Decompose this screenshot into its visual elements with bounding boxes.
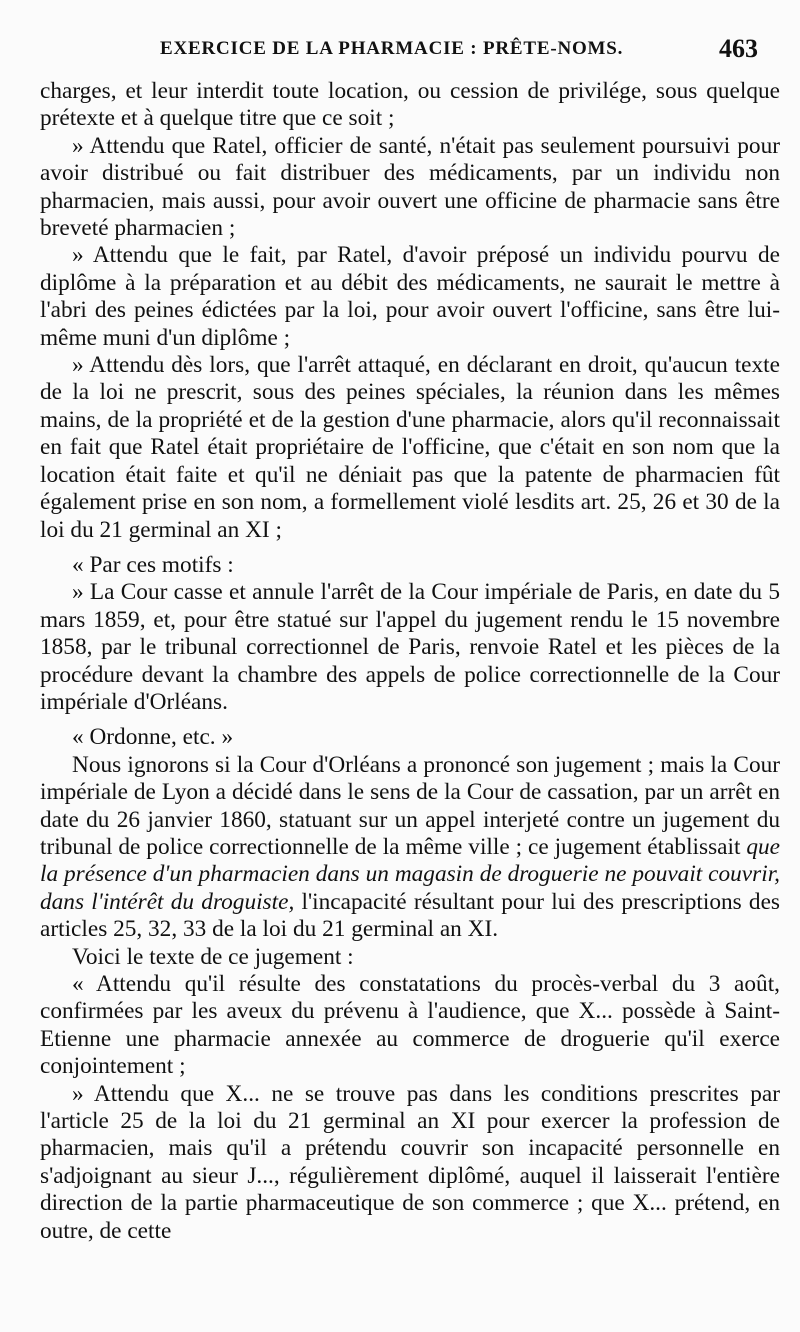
paragraph-4: » Attendu dès lors, que l'arrêt attaqué, en déclarant en droit, qu'aucun texte de la loi ne prescrit, sous des peines spéciales, la réunion dans les mêmes mains, de la propriété et de la gestion d'une pharmacie, alors qu'il reconnaissait en fait que Ratel était propriétaire de l'officine, que c'était en son nom que la location était faite et qu'il ne déniait pas que la patente de pharmacien fût également prise en son nom, a formellement violé lesdits art. 25, 26 et 30 de la loi du 21 germinal an XI ; xyxy=(40,352,780,543)
paragraph-5: « Par ces motifs : xyxy=(72,551,234,578)
paragraph-8 xyxy=(40,752,780,944)
page-header xyxy=(40,34,764,66)
paragraph-7: « Ordonne, etc. » xyxy=(72,724,234,751)
paragraph-6: » La Cour casse et annule l'arrêt de la Cour impériale de Paris, en date du 5 mars 1859, et, pour être statué sur l'appel du jugement rendu le 15 novembre 1858, par le tribunal correctionnel de Paris, renvoie Ratel et les pièces de la procédure devant la chambre des appels de police correctionnelle de la Cour impériale d'Orléans. xyxy=(40,579,780,715)
body-text xyxy=(40,78,780,1245)
paragraph-8-start: Nous ignorons si la Cour d'Orléans a prononcé son jugement ; mais la Cour impériale de Lyon a décidé dans le sens de la Cour de cassation, par un arrêt en date du 26 janvier 1860, statuant sur un appel interjeté contre un jugement du tribunal de police correctionnelle de la même ville ; ce jugement établissait xyxy=(40,751,780,860)
paragraph-8-italic: que la présence d'un pharmacien dans un magasin de droguerie ne pouvait couvrir, dans l'intérêt du droguiste, xyxy=(40,833,780,915)
paragraph-3: » Attendu que le fait, par Ratel, d'avoir préposé un individu pourvu de diplôme à la préparation et au débit des médicaments, ne saurait le mettre à l'abri des peines édictées par la loi, pour avoir ouvert l'officine, sans être lui-même muni d'un diplôme ; xyxy=(40,242,780,351)
page-number: 463 xyxy=(719,34,758,63)
paragraph-9: Voici le texte de ce jugement : xyxy=(72,943,354,970)
paragraph-2: » Attendu que Ratel, officier de santé, n'était pas seulement poursuivi pour avoir distribué ou fait distribuer des médicaments, par un individu non pharmacien, mais aussi, pour avoir ouvert une officine de pharmacie sans être breveté pharmacien ; xyxy=(40,132,780,242)
paragraph-1: charges, et leur interdit toute location, ou cession de privilége, sous quelque prétexte et à quelque titre que ce soit ; xyxy=(40,78,780,132)
running-head: EXERCICE DE LA PHARMACIE : PRÊTE-NOMS. xyxy=(160,38,624,59)
paragraph-10: « Attendu qu'il résulte des constatations du procès-verbal du 3 août, confirmées par les aveux du prévenu à l'audience, que X... possède à Saint-Etienne une pharmacie annexée au commerce de droguerie qu'il exerce conjointement ; xyxy=(40,971,780,1080)
paragraph-8-end: l'incapacité résultant pour lui des prescriptions des articles 25, 32, 33 de la loi du 21 germinal an XI. xyxy=(40,888,780,943)
paragraph-11: » Attendu que X... ne se trouve pas dans les conditions prescrites par l'article 25 de la loi du 21 germinal an XI pour exercer la profession de pharmacien, mais qu'il a prétendu couvrir son incapacité personnelle en s'adjoignant au sieur J..., régulièrement diplômé, auquel il laisserait l'entière direction de la partie pharmaceutique de son commerce ; que X... prétend, en outre, de cette xyxy=(40,1080,780,1244)
